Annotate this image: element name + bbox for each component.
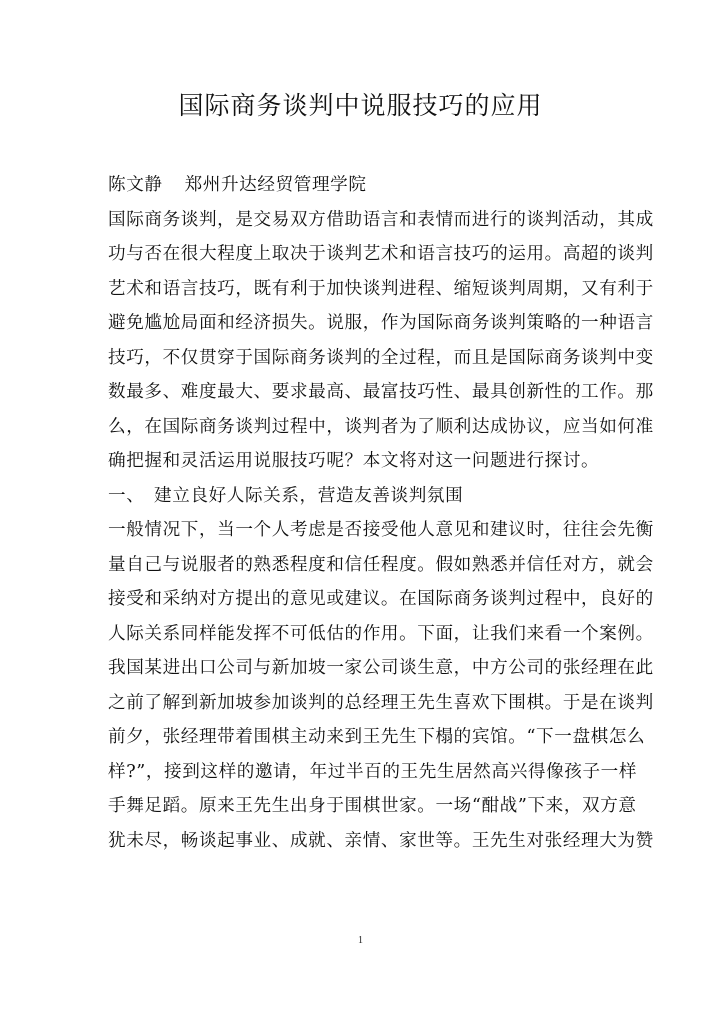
paragraph-line: 犹未尽，畅谈起事业、成就、亲情、家世等。王先生对张经理大为赞 (108, 830, 654, 851)
paragraph-line: 样?”，接到这样的邀请，年过半百的王先生居然高兴得像孩子一样 (108, 761, 638, 782)
author-affiliation: 郑州升达经贸管理学院 (184, 175, 367, 195)
paragraph-line: 一般情况下，当一个人考虑是否接受他人意见和建议时，往往会先衡 (108, 520, 654, 540)
paragraph-line: 国际商务谈判，是交易双方借助语言和表情而进行的谈判活动，其成 (108, 209, 654, 230)
page-number: 1 (358, 935, 363, 946)
section-heading (108, 479, 614, 514)
paragraph-line: 前夕，张经理带着围棋主动来到王先生下榻的宾馆。“下一盘棋怎么 (108, 727, 646, 747)
paragraph-line: 人际关系同样能发挥不可低估的作用。下面，让我们来看一个案例。 (108, 623, 654, 644)
paragraph-line: 避免尴尬局面和经济损失。说服，作为国际商务谈判策略的一种语言 (108, 313, 654, 333)
section-number: 一、 (108, 485, 145, 506)
paragraph-line: 手舞足蹈。原来王先生出身于围棋世家。一场“酣战”下来，双方意 (108, 796, 637, 816)
author-name: 陈文静 (108, 175, 163, 195)
paragraph-line: 量自己与说服者的熟悉程度和信任程度。假如熟悉并信任对方，就会 (108, 554, 654, 575)
section-heading-text: 建立良好人际关系，营造友善谈判氛围 (154, 485, 464, 506)
paragraph-line: 么，在国际商务谈判过程中，谈判者为了顺利达成协议，应当如何准 (108, 416, 654, 437)
document-title: 国际商务谈判中说服技巧的应用 (178, 91, 543, 120)
paragraph-line: 艺术和语言技巧，既有利于加快谈判进程、缩短谈判周期，又有利于 (108, 278, 654, 299)
paragraph-line: 我国某进出口公司与新加坡一家公司谈生意，中方公司的张经理在此 (108, 658, 654, 678)
paragraph-line: 功与否在很大程度上取决于谈判艺术和语言技巧的运用。高超的谈判 (108, 244, 654, 264)
paragraph-line: 之前了解到新加坡参加谈判的总经理王先生喜欢下围棋。于是在谈判 (108, 692, 654, 713)
intro-paragraph (108, 203, 654, 479)
paragraph-line: 接受和采纳对方提出的意见或建议。在国际商务谈判过程中，良好的 (108, 589, 654, 609)
section-paragraph (108, 513, 654, 858)
paragraph-line: 数最多、难度最大、要求最高、最富技巧性、最具创新性的工作。那 (108, 382, 654, 402)
paragraph-line: 技巧，不仅贯穿于国际商务谈判的全过程，而且是国际商务谈判中变 (108, 347, 654, 368)
author-line (108, 168, 614, 203)
document-body (108, 168, 654, 858)
paragraph-line: 确把握和灵活运用说服技巧呢？本文将对这一问题进行探讨。 (108, 451, 600, 471)
